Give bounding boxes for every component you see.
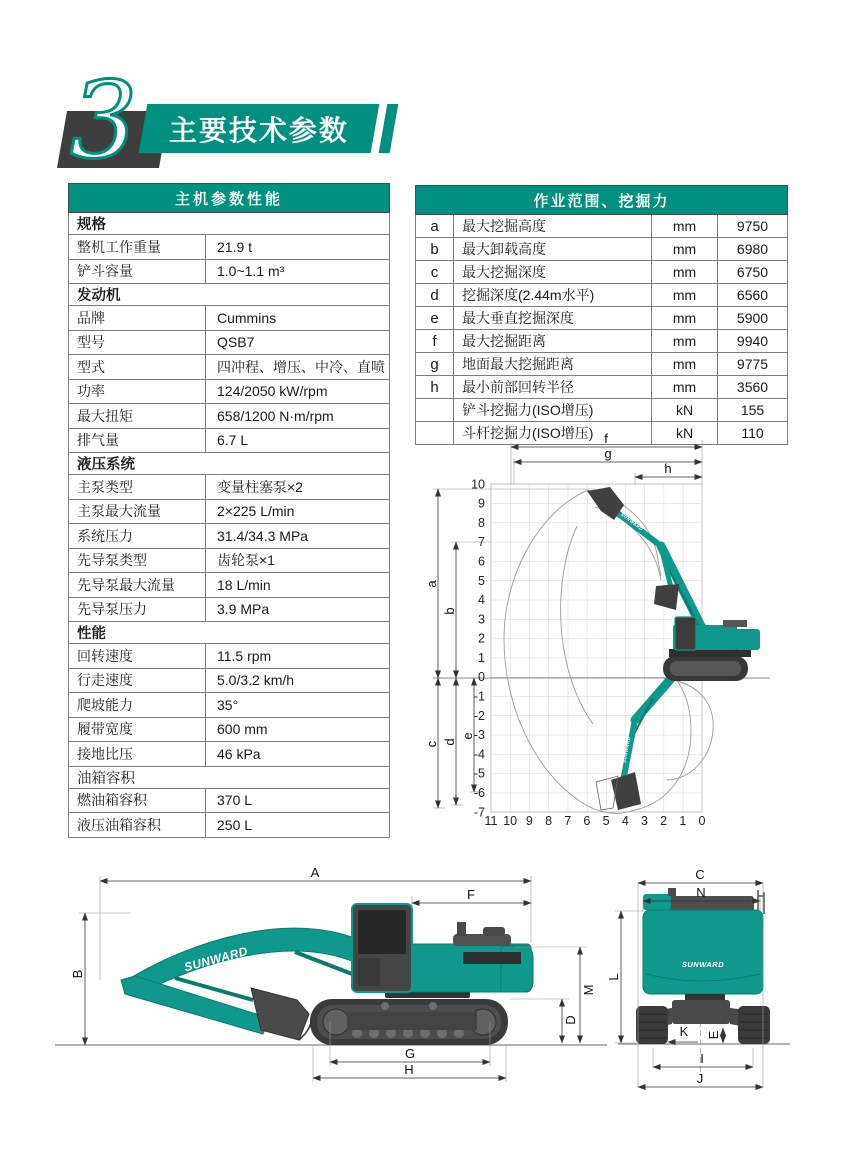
range-unit: mm (652, 376, 718, 399)
x-tick-label: 6 (583, 814, 591, 828)
range-key: g (416, 353, 454, 376)
range-unit: mm (652, 307, 718, 330)
range-row (416, 376, 788, 399)
dim-label-c: c (424, 740, 439, 748)
x-tick-label: 3 (641, 814, 648, 828)
spec-value: Cummins (206, 306, 390, 331)
y-tick-label: 10 (471, 477, 485, 492)
spec-row (69, 573, 390, 598)
range-name: 地面最大挖掘距离 (454, 353, 652, 376)
dim-label-K: K (679, 1024, 689, 1039)
range-name: 最小前部回转半径 (454, 376, 652, 399)
spec-label: 先导泵压力 (69, 597, 206, 622)
y-tick-label: 1 (478, 650, 485, 665)
spec-value: 600 mm (206, 717, 390, 742)
spec-row (69, 259, 390, 284)
spec-value: 18 L/min (206, 573, 390, 598)
y-tick-label: -4 (473, 747, 485, 762)
spec-row (69, 693, 390, 718)
range-unit: mm (652, 353, 718, 376)
spec-label: 先导泵最大流量 (69, 573, 206, 598)
y-tick-label: 4 (478, 593, 485, 608)
x-tick-label: 4 (621, 814, 629, 828)
spec-value: 35° (206, 693, 390, 718)
main-spec-table-body (69, 213, 390, 838)
dim-label-e: e (460, 732, 475, 740)
range-row (416, 353, 788, 376)
y-tick-label: 0 (478, 670, 485, 685)
dim-label-J: J (696, 1071, 704, 1086)
range-unit: mm (652, 261, 718, 284)
range-key: c (416, 261, 454, 284)
brand-logo-counterweight: SUNWARD (681, 960, 725, 969)
range-row (416, 399, 788, 422)
spec-value: 变量柱塞泵×2 (206, 475, 390, 500)
dim-label-N: N (696, 885, 706, 900)
range-value: 6750 (718, 261, 788, 284)
spec-row (69, 379, 390, 404)
spec-row (69, 717, 390, 742)
range-unit: kN (652, 422, 718, 445)
range-name: 最大卸载高度 (454, 238, 652, 261)
range-key: e (416, 307, 454, 330)
side-view-diagram (55, 862, 615, 1084)
spec-row (69, 597, 390, 622)
y-axis-labels (471, 477, 485, 819)
range-key: d (416, 284, 454, 307)
y-tick-label: 3 (478, 612, 485, 627)
spec-label: 功率 (69, 379, 206, 404)
spec-row (69, 428, 390, 453)
section-number-text: 3 (70, 59, 138, 182)
spec-label: 回转速度 (69, 644, 206, 669)
spec-section-header: 性能 (69, 622, 390, 644)
range-value: 6980 (718, 238, 788, 261)
range-unit: mm (652, 284, 718, 307)
range-name: 铲斗挖掘力(ISO增压) (454, 399, 652, 422)
dim-label-g: g (604, 446, 612, 461)
spec-label: 液压油箱容积 (69, 813, 206, 838)
x-tick-label: 2 (660, 814, 668, 828)
spec-label: 行走速度 (69, 668, 206, 693)
spec-section-row (69, 453, 390, 475)
x-tick-label: 0 (698, 814, 706, 828)
spec-row (69, 475, 390, 500)
spec-label: 系统压力 (69, 524, 206, 549)
spec-value: 250 L (206, 813, 390, 838)
range-row (416, 330, 788, 353)
range-row (416, 284, 788, 307)
spec-value: 1.0~1.1 m³ (206, 259, 390, 284)
dim-label-A: A (310, 865, 320, 880)
page-title: 主要技术参数 (168, 114, 349, 146)
x-tick-label: 10 (503, 814, 518, 828)
spec-label: 燃油箱容积 (69, 788, 206, 813)
title-banner-sliver (379, 104, 399, 153)
main-spec-table (68, 183, 390, 838)
range-name: 最大挖掘深度 (454, 261, 652, 284)
range-unit: mm (652, 215, 718, 238)
dim-label-G: G (404, 1046, 416, 1061)
x-tick-label: 7 (564, 814, 572, 828)
dim-label-B: B (70, 969, 85, 979)
spec-value: 四冲程、增压、中冷、直喷 (206, 355, 390, 380)
spec-label: 品牌 (69, 306, 206, 331)
range-value: 3560 (718, 376, 788, 399)
spec-row (69, 668, 390, 693)
range-key: h (416, 376, 454, 399)
spec-label: 型式 (69, 355, 206, 380)
range-unit: mm (652, 238, 718, 261)
spec-section-row (69, 213, 390, 235)
spec-section-header: 发动机 (69, 284, 390, 306)
x-tick-label: 11 (484, 814, 498, 828)
excavator-front-illustration (636, 888, 770, 1044)
spec-value: 2×225 L/min (206, 499, 390, 524)
y-tick-label: -5 (473, 766, 485, 781)
front-view-diagram (606, 862, 810, 1097)
range-key: b (416, 238, 454, 261)
spec-value: 6.7 L (206, 428, 390, 453)
y-tick-label: -7 (473, 805, 485, 820)
y-tick-label: -1 (473, 689, 485, 704)
spec-label: 接地比压 (69, 742, 206, 767)
spec-section-header: 液压系统 (69, 453, 390, 475)
spec-row (69, 548, 390, 573)
range-table (415, 185, 788, 445)
range-table-title: 作业范围、挖掘力 (416, 186, 788, 215)
range-value: 9750 (718, 215, 788, 238)
spec-value: 31.4/34.3 MPa (206, 524, 390, 549)
spec-label: 爬坡能力 (69, 693, 206, 718)
spec-row (69, 235, 390, 260)
y-tick-label: 9 (478, 496, 485, 511)
x-axis-labels (485, 814, 706, 828)
spec-row (69, 306, 390, 331)
spec-label: 履带宽度 (69, 717, 206, 742)
y-tick-label: -3 (473, 728, 485, 743)
y-tick-label: 5 (478, 573, 485, 588)
x-tick-label: 1 (679, 814, 687, 828)
x-tick-label: 9 (525, 814, 533, 828)
range-value: 5900 (718, 307, 788, 330)
spec-row (69, 355, 390, 380)
dim-label-C: C (695, 867, 705, 882)
brand-logo-lower-arm: SUNWARD (621, 736, 632, 764)
spec-label: 铲斗容量 (69, 259, 206, 284)
working-range-diagram (425, 428, 790, 830)
spec-value: 3.9 MPa (206, 597, 390, 622)
range-value: 9775 (718, 353, 788, 376)
dim-label-f: f (604, 431, 608, 446)
y-tick-label: 2 (478, 631, 485, 646)
y-tick-label: 7 (478, 535, 485, 550)
range-row (416, 261, 788, 284)
y-tick-label: 6 (478, 554, 485, 569)
spec-value: 124/2050 kW/rpm (206, 379, 390, 404)
spec-label: 主泵类型 (69, 475, 206, 500)
spec-row (69, 742, 390, 767)
spec-value: 5.0/3.2 km/h (206, 668, 390, 693)
main-spec-table-title: 主机参数性能 (69, 184, 390, 213)
range-key (416, 399, 454, 422)
spec-value: 46 kPa (206, 742, 390, 767)
spec-section-header: 规格 (69, 213, 390, 235)
spec-row (69, 404, 390, 429)
x-tick-label: 8 (545, 814, 553, 828)
dim-label-a: a (424, 580, 439, 588)
spec-row (69, 499, 390, 524)
spec-value: 370 L (206, 788, 390, 813)
range-value: 155 (718, 399, 788, 422)
range-value: 9940 (718, 330, 788, 353)
range-key: a (416, 215, 454, 238)
spec-row (69, 524, 390, 549)
range-row (416, 307, 788, 330)
spec-value: 11.5 rpm (206, 644, 390, 669)
x-tick-label: 5 (602, 814, 610, 828)
spec-label: 先导泵类型 (69, 548, 206, 573)
range-row (416, 238, 788, 261)
range-name: 最大挖掘距离 (454, 330, 652, 353)
dim-label-M: M (581, 984, 596, 996)
range-value: 110 (718, 422, 788, 445)
y-tick-label: -2 (473, 708, 485, 723)
spec-label: 型号 (69, 330, 206, 355)
spec-label: 主泵最大流量 (69, 499, 206, 524)
spec-label: 最大扭矩 (69, 404, 206, 429)
spec-section-row (69, 622, 390, 644)
brand-logo-boom: SUNWARD (182, 943, 250, 975)
dim-label-L: L (606, 973, 621, 981)
range-name: 斗杆挖掘力(ISO增压) (454, 422, 652, 445)
spec-row (69, 788, 390, 813)
spec-value: 21.9 t (206, 235, 390, 260)
brand-logo-upper-arm: SUNWARD (619, 511, 645, 532)
dim-label-d: d (442, 738, 457, 746)
spec-label: 排气量 (69, 428, 206, 453)
spec-value: 齿轮泵×1 (206, 548, 390, 573)
dim-label-E: E (706, 1030, 721, 1040)
spec-value: 658/1200 N·m/rpm (206, 404, 390, 429)
range-name: 最大垂直挖掘深度 (454, 307, 652, 330)
dim-label-H: H (404, 1062, 414, 1077)
spec-value: QSB7 (206, 330, 390, 355)
dim-label-h: h (664, 461, 672, 476)
y-tick-label: -6 (473, 786, 485, 800)
spec-label: 整机工作重量 (69, 235, 206, 260)
dim-label-F: F (467, 887, 475, 902)
spec-section-header: 油箱容积 (69, 766, 390, 788)
range-row (416, 215, 788, 238)
range-unit: mm (652, 330, 718, 353)
y-tick-label: 8 (478, 515, 485, 530)
range-table-body (416, 215, 788, 445)
dim-label-b: b (442, 607, 457, 615)
section-number (56, 59, 181, 182)
excavator-side-illustration (121, 904, 533, 1045)
spec-row (69, 644, 390, 669)
range-name: 挖掘深度(2.44m水平) (454, 284, 652, 307)
range-unit: kN (652, 399, 718, 422)
range-value: 6560 (718, 284, 788, 307)
range-name: 最大挖掘高度 (454, 215, 652, 238)
dim-label-D: D (563, 1015, 578, 1025)
spec-section-row (69, 766, 390, 788)
spec-section-row (69, 284, 390, 306)
spec-row (69, 813, 390, 838)
range-key: f (416, 330, 454, 353)
diagram-grid (491, 484, 702, 812)
dim-label-I: I (700, 1051, 704, 1066)
spec-row (69, 330, 390, 355)
